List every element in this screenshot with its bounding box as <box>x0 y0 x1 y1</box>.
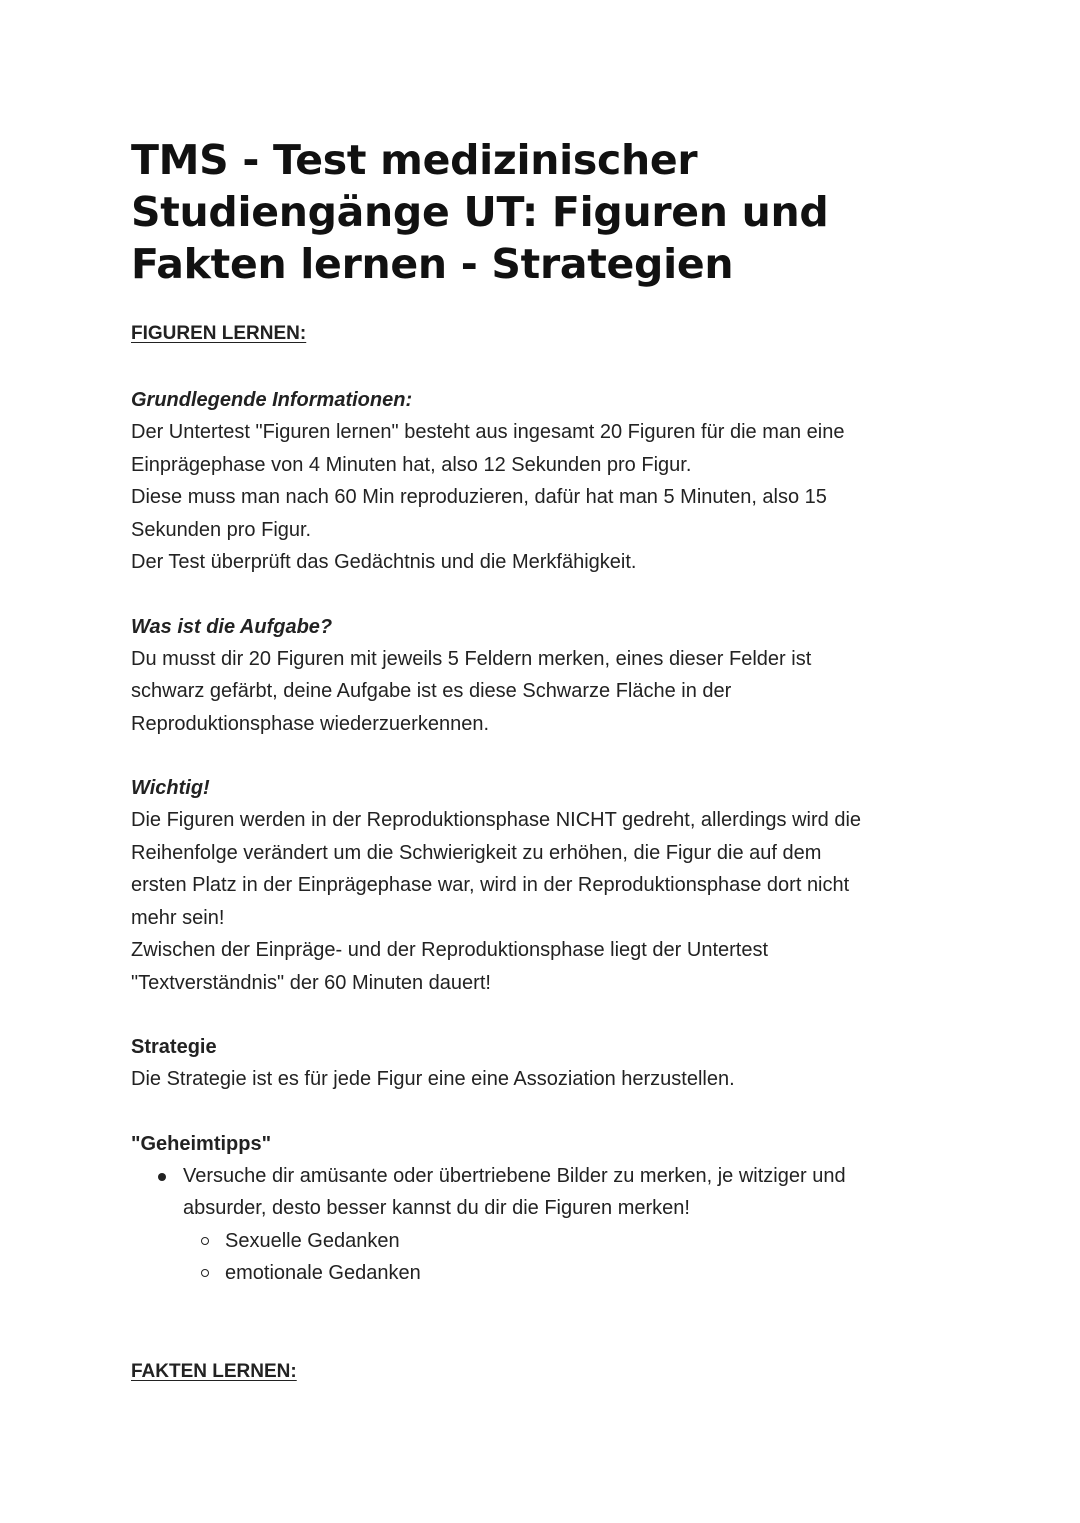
subheading-wichtig: Wichtig! <box>131 777 210 799</box>
subheading-aufgabe: Was ist die Aufgabe? <box>131 615 333 638</box>
hollow-bullet-icon <box>201 1237 209 1245</box>
paragraph-line: Reihenfolge verändert um die Schwierigkeit zu erhöhen, die Figur die auf dem <box>131 841 822 864</box>
paragraph-line: Sekunden pro Figur. <box>131 518 312 541</box>
list-item-line: absurder, desto besser kannst du dir die Figuren merken! <box>183 1197 690 1219</box>
list-item-line: Versuche dir amüsante oder übertriebene Bilder zu merken, je witziger und <box>183 1164 846 1187</box>
tips-sublist <box>183 1225 951 1290</box>
block-aufgabe <box>131 611 951 741</box>
block-grundlegende-informationen <box>131 384 951 579</box>
block-geheimtipps <box>131 1128 951 1290</box>
subheading-geheimtipps: "Geheimtipps" <box>131 1132 272 1155</box>
title-line: Fakten lernen - Strategien <box>131 240 734 288</box>
tips-list <box>131 1160 951 1290</box>
paragraph-line: schwarz gefärbt, deine Aufgabe ist es diese Schwarze Fläche in der <box>131 680 732 702</box>
bullet-icon <box>158 1173 166 1181</box>
sub-list-item <box>183 1257 951 1290</box>
title-line: Studiengänge UT: Figuren und <box>131 188 829 236</box>
sub-list-item <box>183 1225 951 1258</box>
paragraph-line: mehr sein! <box>131 906 225 929</box>
section-heading-fakten: FAKTEN LERNEN: <box>131 1360 297 1382</box>
paragraph-line: Reproduktionsphase wiederzuerkennen. <box>131 712 490 735</box>
document-title <box>131 134 951 290</box>
hollow-bullet-icon <box>201 1269 209 1277</box>
subheading-grundlegende: Grundlegende Informationen: <box>131 389 413 411</box>
paragraph-line: Einprägephase von 4 Minuten hat, also 12 Sekunden pro Figur. <box>131 453 692 476</box>
section-heading-figuren: FIGUREN LERNEN: <box>131 323 307 344</box>
paragraph-line: Du musst dir 20 Figuren mit jeweils 5 Feldern merken, eines dieser Felder ist <box>131 647 812 670</box>
document-page <box>131 134 951 1385</box>
list-item <box>131 1160 951 1290</box>
paragraph-line: Die Strategie ist es für jede Figur eine eine Assoziation herzustellen. <box>131 1068 735 1090</box>
paragraph-line: ersten Platz in der Einprägephase war, wird in der Reproduktionsphase dort nicht <box>131 874 850 896</box>
paragraph-line: Diese muss man nach 60 Min reproduzieren, dafür hat man 5 Minuten, also 15 <box>131 486 827 508</box>
paragraph-line: "Textverständnis" der 60 Minuten dauert! <box>131 971 491 994</box>
paragraph-line: Die Figuren werden in der Reproduktionsphase NICHT gedreht, allerdings wird die <box>131 809 862 831</box>
sub-list-item-text: emotionale Gedanken <box>225 1262 421 1284</box>
title-line: TMS - Test medizinischer <box>131 136 698 184</box>
block-strategie <box>131 1031 951 1096</box>
subheading-strategie: Strategie <box>131 1036 217 1058</box>
paragraph-line: Der Untertest "Figuren lernen" besteht aus ingesamt 20 Figuren für die man eine <box>131 421 845 443</box>
paragraph-line: Der Test überprüft das Gedächtnis und die Merkfähigkeit. <box>131 551 637 573</box>
sub-list-item-text: Sexuelle Gedanken <box>225 1229 400 1252</box>
paragraph-line: Zwischen der Einpräge- und der Reproduktionsphase liegt der Untertest <box>131 939 769 961</box>
block-wichtig <box>131 772 951 999</box>
